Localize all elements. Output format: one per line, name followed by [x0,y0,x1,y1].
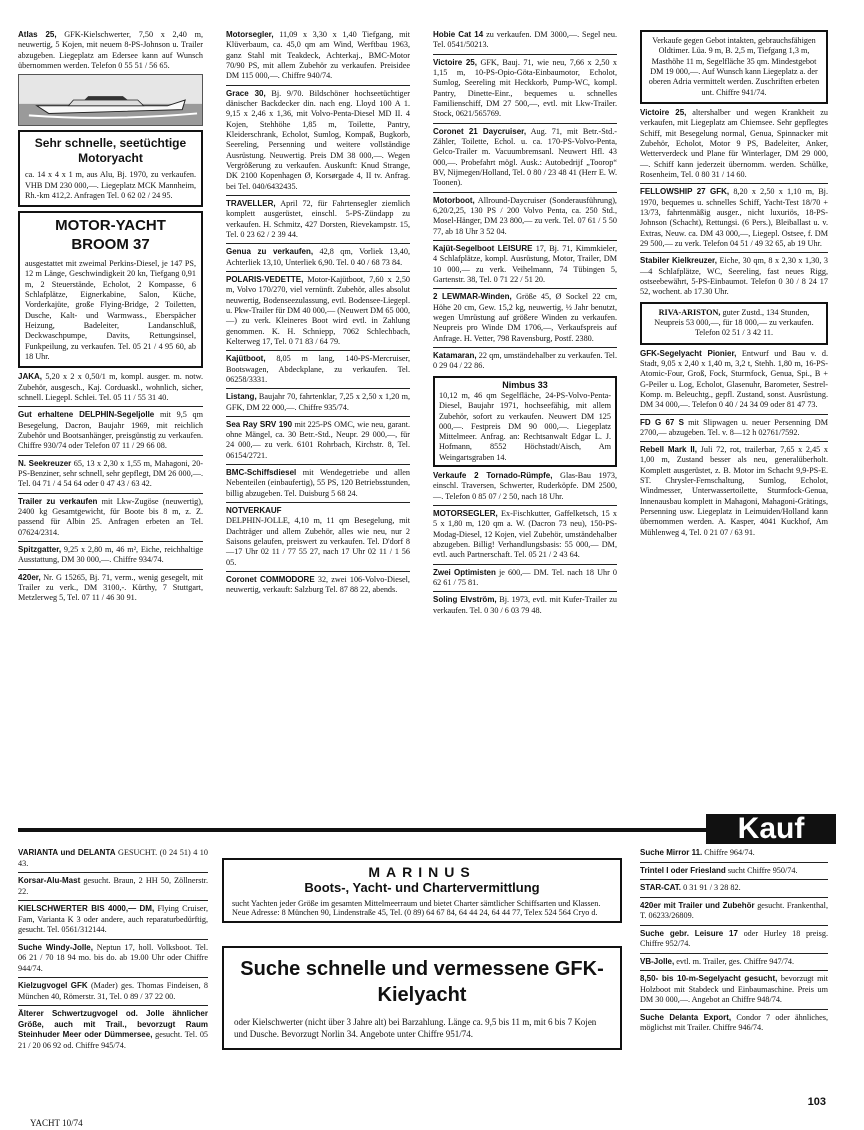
column-1 [18,30,203,607]
classified-ad: Gut erhaltene DELPHIN-Segeljolle mit 9,5 qm Besegelung, Dacron, Baujahr 1969, mit reichlich Zubehör und Bootsanhänger, preisgünstig zu verkaufen. Chiffre 930/74 oder Telefon 07 11 / 29 66 08. [18,410,204,451]
classified-ad: NOTVERKAUF DELPHIN-JOLLE, 4,10 m, 11 qm Besegelung, mit Dachträger und allem Zubehör, alles wie neu, nur 2 Saisons gelaufen, preiswert zu verkaufen. Tel. D'dorf 8—17 Uhr 02 11 / 77 55 27, nach 17 Uhr 02 11 / 1 56 05. [226,506,410,567]
column-3 [433,30,617,619]
boat-photo [18,74,203,126]
classified-ad: Hobie Cat 14 zu verkaufen. DM 3000,—. Segel neu. Tel. 0541/50213. [433,30,617,50]
ad-box-motoryacht: Sehr schnelle, seetüchtige Motoryacht ca. 14 x 4 x 1 m, aus Alu, Bj. 1970, zu verkaufen. VHB DM 230 000,—. Liegeplatz MCK Mannheim, Rh.-km 412,2. Anfragen Tel. 0 62 02 / 24 95. [18,130,203,207]
classified-ad: Atlas 25, GFK-Kielschwerter, 7,50 x 2,40 m, neuwertig, 5 Kojen, mit neuem 8-PS-Johnson u. Trailer abzugeben. Liegeplatz am Edersee kann auf Wunsch übernommen werden. Telefon 0 55 51 / 56 65. [18,30,203,70]
classified-ad: Stabiler Kielkreuzer, Eiche, 30 qm, 8 x 2,30 x 1,30, 3—4 Schlafplätze, WC, Seereling, fast neues Rigg, ostseebewährt, 5-PS-Einbaumot. Telefon 0 30 / 8 24 17 52, wochent. ab 17.30 Uhr. [640,256,829,297]
classified-ad: Trintel I oder Friesland sucht Chiffre 950/74. [640,865,798,875]
bottom-right-column [640,848,828,1037]
classified-ad: Coronet 21 Daycruiser, Aug. 71, mit Betr.-Std.-Zähler, Toilette, Echol. u. ca. 170-PS-Volvo-Penta, Gelco-Trailer m. Vacuumbremsanl. Neuwert Hfl. 43 000,—. Probefahrt mögl. Ausk.: Autobedrijf „Toorop“ BV, Nijmegen/Holland, Tel. 0 80 / 23 48 41 (Herr E. W. Toonen). [433,126,617,188]
classified-ad: Kajüt-Segelboot LEISURE 17, Bj. 71, Kimmkieler, 4 Schlafplätze, kompl. Ausrüstung, Motor, Trailer, DM 10 000,— zu verk. Veihelmann, 74 Tübingen 5, Gartenstr. 38, Tel. 0 71 22 / 51 20. [433,243,617,284]
classified-ad: N. Seekreuzer 65, 13 x 2,30 x 1,55 m, Mahagoni, 20-PS-Benziner, sehr schnell, sehr gepflegt, DM 26 000,—. Tel. 04 71 / 4 54 64 oder 0 47 43 / 63 42. [18,458,204,489]
classified-ad: Suche Mirror 11. Chiffre 964/74. [640,848,755,857]
classified-ad: Kielzugvogel GFK (Mader) ges. Thomas Findeisen, 8 München 40, Römerstr. 31, Tel. 0 89 / 37 22 00. [18,981,208,1001]
classified-ad: Suche Delanta Export, Condor 7 oder ähnliches, möglichst mit Trailer. Chiffre 946/74. [640,1012,828,1032]
classified-ad: 2 LEWMAR-Winden, Größe 45, Ø Sockel 22 cm, Höhe 20 cm, Gew. 15,2 kg, neuwertig, ½ Jahr benutzt, wegen Umrüstung auf größere Winden zu verkaufen. Neupreis pro Winde DM 1706,—, Verkaufspreis auf Anfrage. H. Vetter, 798 Ravensburg, Postf. 2380. [433,292,617,343]
classified-ad: STAR-CAT. 0 31 91 / 3 28 82. [640,883,741,892]
ad-box-suche-kielyacht: Suche schnelle und vermessene GFK-Kielyacht oder Kielschwerter (nicht über 3 Jahre alt) bei Barzahlung. Länge ca. 9,5 bis 11 m, mit 6 bis 7 Kojen und Dusche. Bevorzugt Norlin 34. Angebote unter Chiffre 951/74. [222,946,622,1050]
classified-ad: Motorsegler, 11,09 x 3,30 x 1,40 Tiefgang, mit Klüverbaum, ca. 45,0 qm am Wind, Werftbau 1963, ganz Stahl mit Teakdeck, Achterkaj., BMC-Motor 70/90 PS, mit allem Zubehör zu verkaufen. Preisidee DM 115 000,—. Chiffre 940/74. [226,30,410,81]
column-4 [640,30,828,541]
section-divider [18,814,836,844]
classified-ad: Listang, Baujahr 70, fahrtenklar, 7,25 x 2,50 x 1,20 m, GFK, DM 22 000,—. Chiffre 935/74. [226,392,410,412]
classified-ad: GFK-Segelyacht Pionier, Entwurf und Bau v. d. Stadt, 9,05 x 2,40 x 1,40 m, 3,2 t, Stehh. 1,80 m, 16-PS-Atomic-Four, Groß, Fock, Sturmfock, Genua, Spi., B + G-Peiler u. Log, Echolot, Glasenuhr, Barometer, Sestrel-Komp. m. Beleuchtg., gepfl. Zustand, sonst. Ausrüstung. DM 34 000,—. Telefon 0 40 / 24 34 09 oder 81 47 73. [640,348,828,410]
classified-ad: Korsar-Alu-Mast gesucht. Braun, 2 HH 50, Zöllnerstr. 22. [18,876,208,896]
classified-ad: Victoire 25, GFK, Bauj. 71, wie neu, 7,66 x 2,50 x 1,15 m, 10-PS-Opio-Göta-Einbaumotor, Echolot, Sumlog, Seereling mit Heckkorb, Pump-WC, kompl. Pantry, Dinette-Einr., bequemes u. schnelles Familienschiff, DM 27 500,—, evtl. mit Lkw-Trailer. Stock, 0621/565769. [433,57,617,119]
classified-ad: Zwei Optimisten je 600,— DM. Tel. nach 18 Uhr 0 62 61 / 75 81. [433,567,618,588]
classified-ad: 420er, Nr. G 15265, Bj. 71, verm., wenig gesegelt, mit Trailer zu verk., DM 3100,-. Kürthy, 7 Stuttgart, Metzlerweg 5, Tel. 07 11 / 46 30 91. [18,572,203,603]
ad-box-nimbus: Nimbus 33 10,12 m, 46 qm Segelfläche, 24-PS-Volvo-Penta-Diesel, Baujahr 1971, hochseefähig, mit allem Zubehör, sofort zu verkaufen. Neuwert DM 125 000,—. Festpreis DM 90 000,—. Liegeplatz Mittelmeer. Anfrag. an: Rechtsanwalt Edgar L. J. Hofmann, 8552 Höchstadt/Aisch, Am Weingartsgraben 14. [433,376,617,468]
classified-ad: Rebell Mark II, Juli 72, rot, trailerbar, 7,65 x 2,45 x 1,00 m, Zustand besser als neu, generalüberholt. Komplett ausgerüstet, z. B. Motor im Schacht 9,9-PS-E. ST. Chrysler-Fernschaltung, Sumlog, Echolot, Windmesser, Unterwassertoilette, Sturmfock-Genua, Innenausbau komplett in Mahagoni, Mahagoni-Grätings, Persenning usw. Liegeplatz in Leimuiden/Holland kann übernommen werden. A. Kasper, 4041 Kuckhof, Am Mühlenweg 4, Tel. 0 21 07 / 63 91. [640,445,829,537]
classified-ad: FELLOWSHIP 27 GFK, 8,20 x 2,50 x 1,10 m, Bj. 1970, bequemes u. schnelles Schiff, Yacht-Test 18/70 + 13/73, fahrtenmäßig ausger., nicht luxuriös, 18-PS-Johnson (Schacht), Rettungsi. (6 Pers.), Bleiballast u. v. Extras, Neuw. ca. DM 43 000,—, Liegepl. Ostsee, f. DM 29 500,— zu verk. Telefon 04 51 / 49 32 65, ab 19 Uhr. [640,187,828,248]
classified-ad: Suche Windy-Jolle, Neptun 17, holl. Volksboot. Tel. 06 21 / 70 18 94 mo. bis do. ab 19.00 Uhr oder Chiffre 944/74. [18,942,208,973]
classified-ad: 420er mit Trailer und Zubehör gesucht. Frankenthal, T. 06233/26809. [640,900,828,920]
classified-ad: 8,50- bis 10-m-Segelyacht gesucht, bevorzugt mit Holzboot mit Stabdeck und Einbaumaschine. Preis um DM 30 000,—. Angebot an Chiffre 948/74. [640,974,829,1004]
classified-ad: Grace 30, Bj. 9/70. Bildschöner hochseetüchtiger dänischer Backdecker din. nach eng. Lloyd 100 A 1. 9,15 x 2,46 x 1,36, mit Volvo-Penta-Diesel MD II. 4 Kojen, Stehhöhe 1,85 m, Toilette, Pantry, Kleiderschrank, Echolot, Sumlog, Kompaß, Bugkorb, Seereling, Persenning und weitere vollständige Ausrüstung. Neuwertig. Preis DM 38 000,—. Wegen Vergrößerung zu verkaufen. Auskunft: Knud Strange, DK 2100 Kopenhagen Ø, Korsørgade 4, II tv. Anfrag. bei Tel. 040/6432435. [226,88,410,191]
footer-issue: YACHT 10/74 [30,1118,83,1128]
classified-ad: BMC-Schiffsdiesel mit Wendegetriebe und allen Nebenteilen (einbaufertig), 55 PS, 120 Betriebsstunden, billig abzugeben. Tel. Duisburg 5 68 24. [226,468,411,498]
classified-ad: Kajütboot, 8,05 m lang, 140-PS-Mercruiser, Bootswagen, Abdeckplane, zu verkaufen. Tel. 06258/3331. [226,354,410,384]
bottom-left-column [18,848,208,1054]
classified-ad: POLARIS-VEDETTE, Motor-Kajütboot, 7,60 x 2,50 m, Volvo 170/270, viel vernünft. Zubehör, alles absolut neuwertig, Bodenseezulassung, evtl. Bodensee-Liegepl. u. Pkw-Trailer für DM 40 000,— (Neuwert DM 65 000,—) zu verk. Kleineres Boot wird evtl. in Zahlung genommen. K. H. Schniepp, 7062 Schlechbach, Kelterweg 17, Tel. 0 71 83 / 64 79. [226,274,411,346]
classified-ad: TRAVELLER, April 72, für Fahrtensegler ziemlich komplett ausgerüstet, einschl. 5-PS-Zündapp zu verkaufen. H. Schmitz, 427 Dorsten, Rievekampstr. 15, Tel. 0 23 62 / 2 39 44. [226,198,410,239]
ad-box-broom: MOTOR-YACHT BROOM 37 ausgestattet mit zweimal Perkins-Diesel, je 147 PS, 12 m Länge, Geschwindigkeit 20 kn, Tiefgang 0,91 m, 2 Steuerstände, Echolot, 2 Kompasse, 6 Schlafplätze, Eignerkabine, Salon, Küche, Vorderkajüte, große Flying-Bridge, 2 Toiletten, Dusche, Kalt- und Warmwass., Eberspächer Heizung, Badeleiter, Landanschluß, Deckwaschpumpe, Davits, Rettungsinsel, Funkpeilung, zu verkaufen. Tel. 05 21 / 4 95 60, ab 18 Uhr. [18,211,203,368]
classified-ad: Genua zu verkaufen, 42,8 qm, Vorliek 13,40, Achterliek 13,10, Unterliek 6,90. Tel. 0 40 / 68 73 84. [226,247,410,267]
ad-box-oldtimer: Verkaufe gegen Gebot intakten, gebrauchsfähigen Oldtimer. Lüa. 9 m, B. 2,5 m, Tiefgang 1,3 m, Masthöhe 11 m, Segelfläche 35 qm. Mindestgebot DM 19 000,—. Auf Wunsch kann Liegeplatz a. der oberen Adria vermittelt werden. Zuschriften erbeten unt. Chiffre 941/74. [640,30,828,104]
classified-ad: VARIANTA und DELANTA GESUCHT. (0 24 51) 4 10 43. [18,848,208,868]
classified-ad: MOTORSEGLER, Ex-Fischkutter, Gaffelketsch, 15 x 5 x 1,80 m, 120 qm a. W. (Dacron 73 neu), 150-PS-Modag-Diesel, 12 Kojen, viel Zubehör, umständehalber abzugeben. Billig! Verhandlungsbasis: 55 000,— DM, evtl. auch Partnerschaft. Tel. 05 21 / 2 43 64. [433,509,617,560]
classified-ad: Älterer Schwertzugvogel od. Jolle ähnlicher Größe, auch mit Trail., bevorzugt Raum Steinhuder Meer oder Dümmersee, gesucht. Tel. 05 21 / 20 06 92 od. Chiffre 945/74. [18,1009,209,1050]
classified-ad: Spitzgatter, 9,25 x 2,80 m, 46 m², Eiche, reichhaltige Ausstattung, DM 30 000,—. Chiffre 934/74. [18,544,203,565]
classified-ad: VB-Jolle, evtl. m. Trailer, ges. Chiffre 947/74. [640,956,795,966]
ad-box-riva: RIVA-ARISTON, guter Zustd., 134 Stunden, Neupreis 53 000,—, für 18 000,— zu verkaufen. Telefon 02 51 / 3 42 11. [640,302,828,345]
classified-ad: Motorboot, Allround-Daycruiser (Sonderausführung), 6,20/2,25, 130 PS / 200 Volvo Penta, ca. 250 Std., Mosel-Hänger, DM 23 800,— zu verk. Tel. 07 61 / 5 50 77, ab 18 Uhr 3 52 04. [433,195,617,236]
classified-ad: Coronet COMMODORE 32, zwei 106-Volvo-Diesel, neuwertig, verkauft: Salzburg Tel. 87 88 22, abends. [226,575,410,595]
classified-ad: JAKA, 5,20 x 2 x 0,50/1 m, kompl. ausger. m. notw. Zubehör, ausgesch., Kaj. Corduaskl., wohnlich, sicher, schnell. Liegepl. Schlei. Tel. 05 11 / 55 31 40. [18,372,204,403]
classified-ad: FD G 67 S mit Slipwagen u. neuer Persenning DM 2700,— abzugeben. Tel. v. 8—12 h 02761/7592. [640,417,828,437]
ad-box-marinus: MARINUS Boots-, Yacht- und Chartervermittlung sucht Yachten jeder Größe im gesamten Mittelmeerraum und bietet Charter sämtlicher Schiffsarten und Klassen. Neue Adresse: 8 München 90, Lindenstraße 45, Tel. (0 89) 64 67 84, 64 44 24, 64 44 77, Telex 524 564 Cryo d. [222,858,622,923]
classified-ad: Suche gebr. Leisure 17 oder Hurley 18 preisg. Chiffre 952/74. [640,928,828,948]
section-title: Kauf [706,814,836,844]
classified-ad: Trailer zu verkaufen mit Lkw-Zugöse (neuwertig), 2400 kg Gesamtgewicht, für Boote bis 8 m, z. Z. passend für Albin 25. Anfragen erbeten an Tel. 07624/2314. [18,496,203,537]
classified-ad: Victoire 25, altershalber und wegen Krankheit zu verkaufen, mit Liegeplatz am Chiemsee. Sehr gepflegtes Schiff, mit Besegelung normal, Genua, Spinnacker mit Zubehör, Echolot, Motor 9 PS, Badeleiter, Anker, Wetterverdeck und Plane für Winterlager, DM 29 000,—. Schiff kann jederzeit übernomm. werden. Schülke, Rosenheim, Tel. 0 80 31 / 14 60. [640,107,829,179]
classified-ad: Verkaufe 2 Tornado-Rümpfe, Glas-Bau 1973, einschl. Traversen, Schwerter, Ruderköpfe. DM 2500,—. Telefon 0 85 07 / 2 50, nach 18 Uhr. [433,471,617,501]
classified-ad: KIELSCHWERTER BIS 4000,— DM, Flying Cruiser, Fam, Varianta K 3 oder andere, auch reparaturbedürftig, gesucht. Tel. 0561/312144. [18,904,208,934]
page-number: 103 [807,1096,826,1108]
classified-ad: Katamaran, 22 qm, umständehalber zu verkaufen. Tel. 0 29 04 / 22 86. [433,350,618,371]
classified-ad: Soling Elvström, Bj. 1973, evtl. mit Kufer-Trailer zu verkaufen. Tel. 0 30 / 6 03 79 48. [433,595,618,615]
classified-ad: Sea Ray SRV 190 mit 225-PS OMC, wie neu, garant. ohne Mängel, ca. 30 Betr.-Std., Neupr. 29 000,—, für 24 000,— zu verk. 6101 Rohrbach, Kirchstr. 8, Tel. 06154/2721. [226,419,411,460]
column-2 [226,30,410,599]
